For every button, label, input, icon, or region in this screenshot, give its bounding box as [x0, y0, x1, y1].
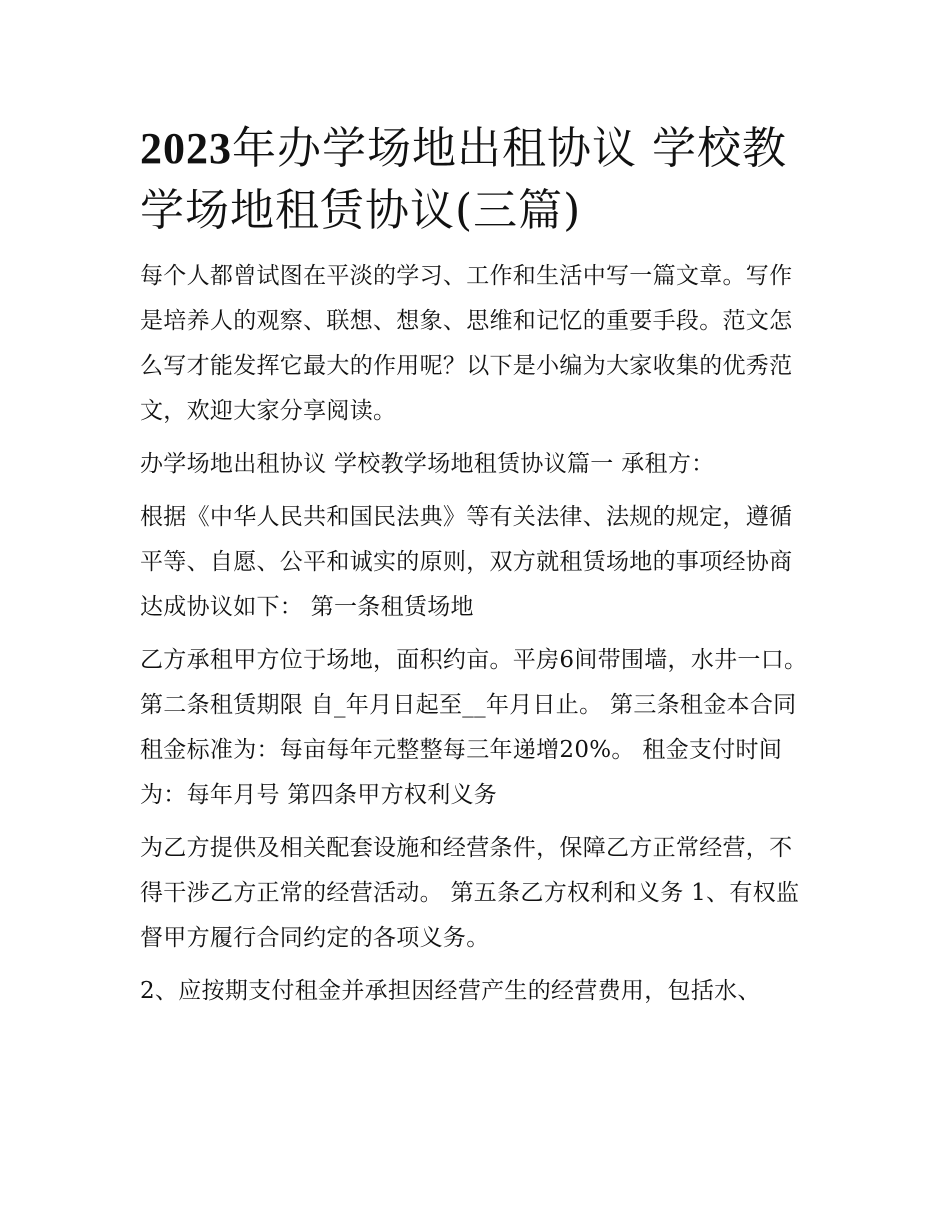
landlord-obligations-paragraph: 为乙方提供及相关配套设施和经营条件，保障乙方正常经营，不得干涉乙方正常的经营活动。 第五条乙方权利和义务 1、有权监督甲方履行合同约定的各项义务。: [140, 835, 800, 951]
legal-basis-paragraph: 根据《中华人民共和国民法典》等有关法律、法规的规定，遵循平等、自愿、公平和诚实的原则，双方就租赁场地的事项经协商达成协议如下： 第一条租赁场地: [140, 504, 793, 620]
tenant-obligations-paragraph: 2、应按期支付租金并承担因经营产生的经营费用，包括水、: [140, 978, 761, 1004]
document-body: [140, 118, 812, 1022]
section-heading-paragraph: 办学场地出租协议 学校教学场地租赁协议篇一 承租方：: [140, 451, 715, 477]
document-title: [140, 118, 812, 242]
title-year: 2023: [140, 124, 232, 173]
intro-paragraph: 每个人都曾试图在平淡的学习、工作和生活中写一篇文章。写作是培养人的观察、联想、想象、思维和记忆的重要手段。范文怎么写才能发挥它最大的作用呢？以下是小编为大家收集的优秀范文，欢迎大家分享阅读。: [140, 263, 793, 424]
title-text: 年办学场地出租协议 学校教学场地租赁协议(三篇): [140, 123, 787, 236]
lease-terms-paragraph: 乙方承租甲方位于场地，面积约亩。平房6间带围墙，水井一口。 第二条租赁期限 自_年月日起至__年月日止。 第三条租金本合同租金标准为：每亩每年元整整每三年递增20%。 租金支付时间为：每年月号 第四条甲方权利义务: [140, 647, 808, 808]
